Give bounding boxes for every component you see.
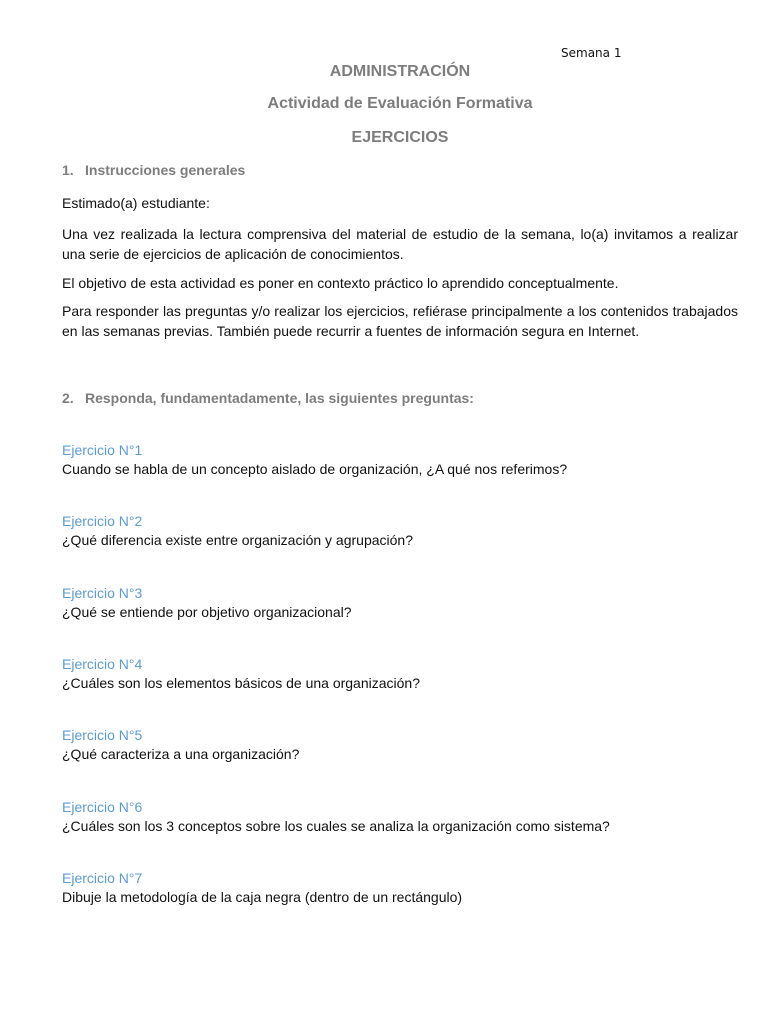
section-heading-text: Instrucciones generales — [85, 162, 246, 178]
exercise-item — [62, 869, 738, 907]
exercise-question: Dibuje la metodología de la caja negra (dentro de un rectángulo) — [62, 889, 463, 905]
exercise-label: Ejercicio N°5 — [62, 727, 143, 743]
exercise-item — [62, 798, 738, 836]
section-title: EJERCICIOS — [351, 129, 449, 146]
exercise-label: Ejercicio N°1 — [62, 442, 143, 458]
document-title: ADMINISTRACIÓN — [329, 63, 471, 80]
section-heading-instructions — [62, 162, 245, 178]
exercise-question: Cuando se habla de un concepto aislado de organización, ¿A qué nos referimos? — [62, 461, 568, 477]
greeting: Estimado(a) estudiante: — [62, 195, 210, 211]
exercise-item — [62, 726, 738, 764]
exercise-question: ¿Qué se entiende por objetivo organizacional? — [62, 604, 352, 620]
exercise-label: Ejercicio N°2 — [62, 513, 143, 529]
section-heading-questions — [62, 390, 474, 406]
exercise-question: ¿Cuáles son los elementos básicos de una organización? — [62, 675, 420, 691]
exercise-item — [62, 512, 738, 550]
exercise-label: Ejercicio N°7 — [62, 870, 143, 886]
exercise-question: ¿Qué caracteriza a una organización? — [62, 746, 300, 762]
week-label: Semana 1 — [561, 46, 622, 60]
instruction-paragraph: Para responder las preguntas y/o realizar los ejercicios, refiérase principalmente a los contenidos trabajados en las semanas previas. También puede recurrir a fuentes de información segura en Internet. — [62, 303, 738, 339]
exercise-label: Ejercicio N°3 — [62, 585, 143, 601]
exercise-item — [62, 441, 738, 479]
exercise-item — [62, 655, 738, 693]
document-subtitle: Actividad de Evaluación Formativa — [267, 95, 533, 112]
exercise-label: Ejercicio N°6 — [62, 799, 143, 815]
section-number: 1. — [62, 162, 74, 178]
section-heading-text: Responda, fundamentadamente, las siguientes preguntas: — [85, 390, 474, 406]
exercise-label: Ejercicio N°4 — [62, 656, 143, 672]
exercise-question: ¿Qué diferencia existe entre organización y agrupación? — [62, 532, 413, 548]
instruction-paragraph: Una vez realizada la lectura comprensiva del material de estudio de la semana, lo(a) invitamos a realizar una serie de ejercicios de aplicación de conocimientos. — [62, 226, 738, 262]
instruction-paragraph: El objetivo de esta actividad es poner en contexto práctico lo aprendido conceptualmente. — [62, 275, 619, 291]
section-number: 2. — [62, 390, 74, 406]
exercise-question: ¿Cuáles son los 3 conceptos sobre los cuales se analiza la organización como sistema? — [62, 818, 610, 834]
exercise-item — [62, 584, 738, 622]
